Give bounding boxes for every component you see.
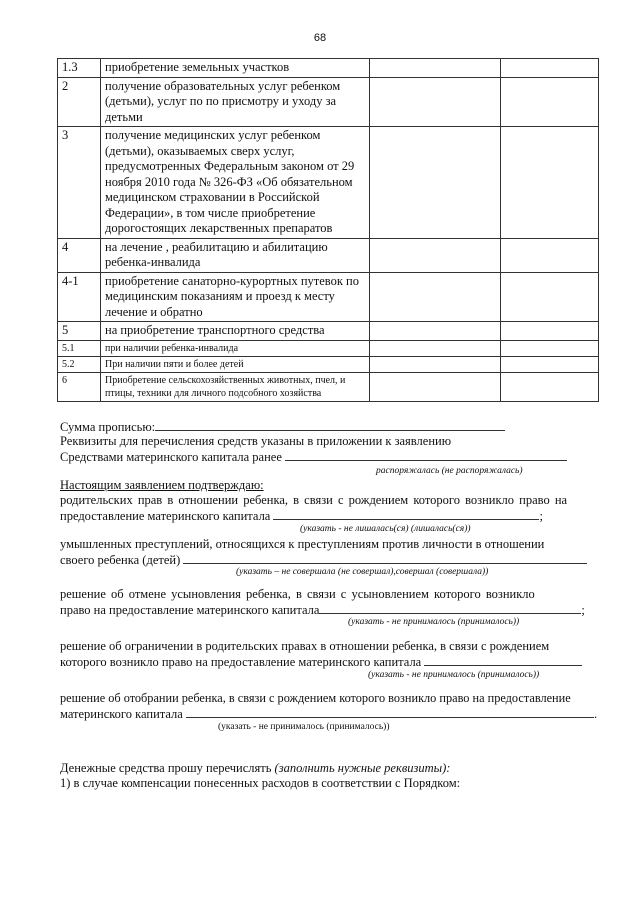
row-description: При наличии пяти и более детей (101, 356, 370, 372)
row-description: на лечение , реабилитацию и абилитацию ребенка-инвалида (101, 238, 370, 272)
note-cell[interactable] (501, 59, 599, 78)
table-row (58, 356, 599, 372)
adoption-hint: (указать - не принималось (принималось)) (348, 617, 520, 627)
row-description: на приобретение транспортного средства (101, 322, 370, 341)
expense-table (57, 58, 599, 402)
removal-hint: (указать - не принималось (принималось)) (218, 722, 390, 732)
capital-hint: распоряжалась (не распоряжалась) (376, 466, 523, 476)
restrict-hint: (указать - не принималось (принималось)) (368, 670, 540, 680)
row-number: 4 (58, 238, 101, 272)
row-number: 5.2 (58, 356, 101, 372)
note-cell[interactable] (501, 77, 599, 127)
rights-line-1: родительских прав в отношении ребенка, в связи с рождением которого возникло право на (60, 493, 568, 507)
restrict-line-1: решение об ограничении в родительских правах в отношении ребенка, в связи с рождением (60, 639, 550, 653)
row-description: при наличии ребенка-инвалида (101, 340, 370, 356)
table-row (58, 238, 599, 272)
row-number: 1.3 (58, 59, 101, 78)
rights-hint: (указать - не лишалась(ся) (лишалась(ся)) (300, 524, 471, 534)
amount-cell[interactable] (370, 238, 501, 272)
note-cell[interactable] (501, 322, 599, 341)
note-cell[interactable] (501, 127, 599, 239)
restrict-line-2 (60, 654, 582, 670)
row-number: 2 (58, 77, 101, 127)
table-row (58, 272, 599, 322)
amount-cell[interactable] (370, 77, 501, 127)
row-number: 5.1 (58, 340, 101, 356)
row-description: приобретение санаторно-курортных путевок по медицинским показаниям и проезд к месту лечение и обратно (101, 272, 370, 322)
case1-line: 1) в случае компенсации понесенных расходов в соответствии с Порядком: (60, 776, 461, 790)
crimes-label: своего ребенка (детей) (60, 553, 181, 567)
adoption-blank[interactable] (319, 602, 581, 614)
amount-cell[interactable] (370, 356, 501, 372)
capital-label: Средствами материнского капитала ранее (60, 450, 282, 464)
requisites-line: Реквизиты для перечисления средств указаны в приложении к заявлению (60, 434, 452, 448)
capital-line (60, 449, 567, 465)
capital-blank[interactable] (285, 449, 567, 461)
note-cell[interactable] (501, 272, 599, 322)
removal-line-1: решение об отобрании ребенка, в связи с рождением которого возникло право на предоставление (60, 691, 571, 705)
row-number: 6 (58, 372, 101, 401)
rights-line-2: предоставление материнского капитала ; (60, 509, 543, 523)
removal-label: материнского капитала (60, 707, 183, 721)
amount-cell[interactable] (370, 59, 501, 78)
crimes-line-1: умышленных преступлений, относящихся к преступлениям против личности в отношении (60, 537, 545, 551)
adoption-line-2: право на предоставление материнского капитала ; (60, 603, 585, 617)
confirm-heading: Настоящим заявлением подтверждаю: (60, 478, 264, 492)
sum-line (60, 419, 505, 435)
row-number: 4-1 (58, 272, 101, 322)
amount-cell[interactable] (370, 322, 501, 341)
sum-label: Сумма прописью: (60, 420, 156, 434)
note-cell[interactable] (501, 340, 599, 356)
adoption-line-1: решение об отмене усыновления ребенка, в связи с усыновлением которого возникло (60, 587, 535, 601)
funds-hint: (заполнить нужные реквизиты): (274, 761, 451, 775)
note-cell[interactable] (501, 372, 599, 401)
table-row (58, 340, 599, 356)
rights-label: предоставление материнского капитала (60, 509, 271, 523)
table-row (58, 322, 599, 341)
funds-label: Денежные средства прошу перечислять (60, 761, 272, 775)
removal-line-2: материнского капитала . (60, 707, 598, 721)
row-number: 5 (58, 322, 101, 341)
row-description: получение медицинских услуг ребенком (детьми), оказываемых сверх услуг, предусмотренных Федеральным законом от 29 ноября 2010 года № 326-ФЗ «Об обязательном медицинском страховании в Российской Федерации», в том числе приобретение дорогостоящих лекарственных препаратов (101, 127, 370, 239)
row-number: 3 (58, 127, 101, 239)
adoption-label: право на предоставление материнского капитала (60, 603, 320, 617)
crimes-line-2 (60, 552, 587, 568)
row-description: Приобретение сельскохозяйственных животных, пчел, и птицы, техники для личного подсобного хозяйства (101, 372, 370, 401)
restrict-label: которого возникло право на предоставление материнского капитала (60, 655, 422, 669)
sum-blank[interactable] (155, 419, 505, 431)
row-description: получение образовательных услуг ребенком (детьми), услуг по по присмотру и уходу за детьми (101, 77, 370, 127)
amount-cell[interactable] (370, 372, 501, 401)
amount-cell[interactable] (370, 272, 501, 322)
row-description: приобретение земельных участков (101, 59, 370, 78)
note-cell[interactable] (501, 238, 599, 272)
table-row (58, 127, 599, 239)
crimes-hint: (указать – не совершала (не совершал),совершал (совершала)) (236, 567, 489, 577)
note-cell[interactable] (501, 356, 599, 372)
crimes-blank[interactable] (183, 552, 587, 564)
funds-line (60, 761, 450, 776)
table-row (58, 372, 599, 401)
page-number: 68 (313, 32, 327, 44)
rights-blank[interactable] (273, 508, 539, 520)
restrict-blank[interactable] (424, 654, 582, 666)
amount-cell[interactable] (370, 127, 501, 239)
table-row (58, 59, 599, 78)
removal-blank[interactable] (186, 706, 594, 718)
table-row (58, 77, 599, 127)
amount-cell[interactable] (370, 340, 501, 356)
